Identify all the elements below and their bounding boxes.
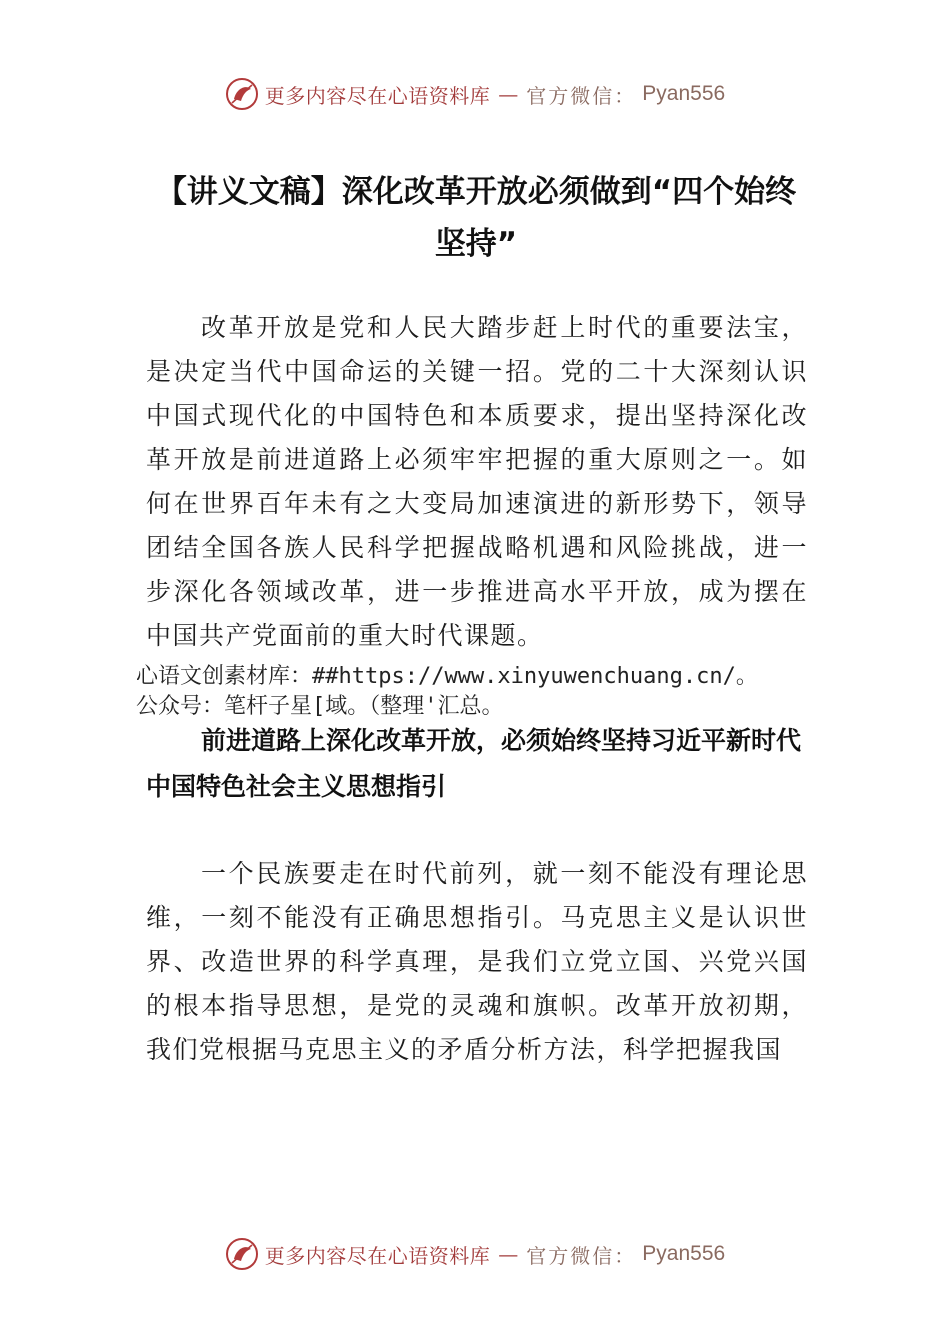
body-paragraph-1: 改革开放是党和人民大踏步赶上时代的重要法宝，是决定当代中国命运的关键一招。党的二十大深刻认识中国式现代化的中国特色和本质要求，提出坚持深化改革开放是前进道路上必须牢牢把握的重大原则之一。如何在世界百年未有之大变局加速演进的新形势下，领导团结全国各族人民科学把握战略机遇和风险挑战，进一步深化各领域改革，进一步推进高水平开放，成为摆在中国共产党面前的重大时代课题。 <box>146 313 808 650</box>
banner-dash: — <box>498 1242 519 1266</box>
source-note <box>136 662 836 722</box>
section-heading-1: 前进道路上深化改革开放，必须始终坚持习近平新时代中国特色社会主义思想指引 <box>146 726 802 801</box>
body-paragraph-2: 一个民族要走在时代前列，就一刻不能没有理论思维，一刻不能没有正确思想指引。马克思主义是认识世界、改造世界的科学真理，是我们立党立国、兴党兴国的根本指导思想，是党的灵魂和旗帜。改革开放初期，我们党根据马克思主义的矛盾分析方法，科学把握我国 <box>146 859 808 1064</box>
banner-main-text: 更多内容尽在心语资料库 <box>264 83 491 108</box>
source-line-website: 心语文创素材库：##https://www.xinyuwenchuang.cn/。 <box>136 664 758 689</box>
footer-banner <box>0 1232 950 1276</box>
banner-wechat-id: Pyan556 <box>642 82 726 105</box>
brand-logo-icon <box>225 1237 259 1271</box>
banner-wechat-label: 官方微信： <box>526 83 637 108</box>
header-banner <box>0 72 950 116</box>
banner-wechat-label: 官方微信： <box>526 1243 637 1268</box>
banner-wechat-id: Pyan556 <box>642 1242 726 1265</box>
banner-main-text: 更多内容尽在心语资料库 <box>264 1243 491 1268</box>
document-title: 【讲义文稿】深化改革开放必须做到“四个始终坚持” <box>155 174 797 262</box>
brand-logo-icon <box>225 77 259 111</box>
source-line-account: 公众号：笔杆子星[域。（整理'汇总。 <box>136 694 504 719</box>
banner-dash: — <box>498 82 519 106</box>
